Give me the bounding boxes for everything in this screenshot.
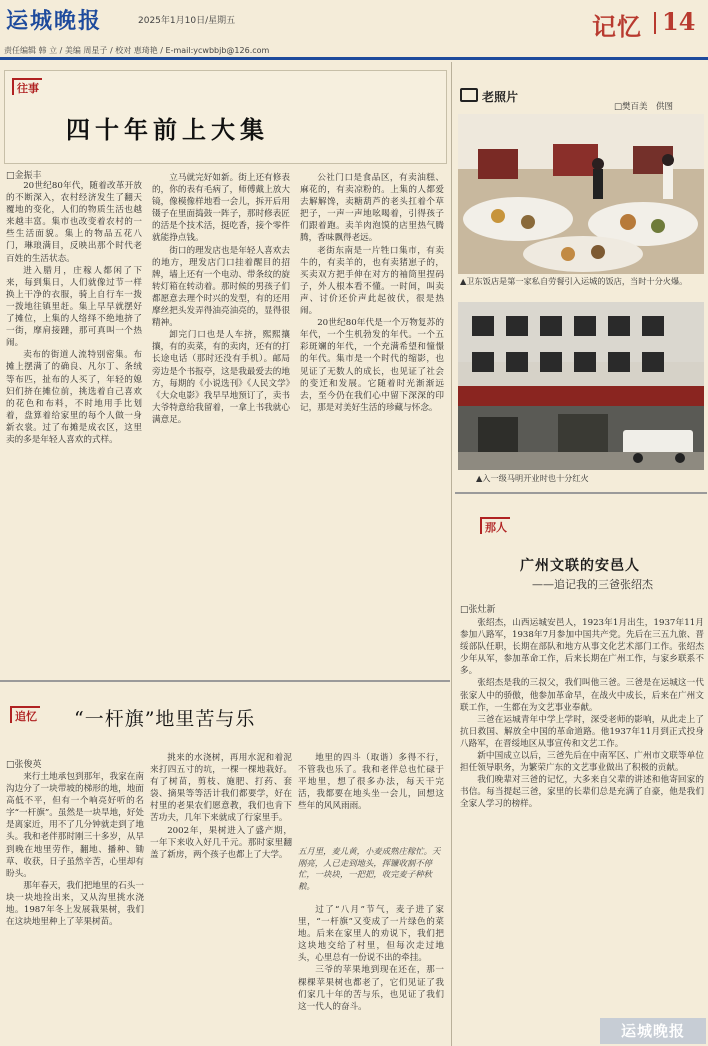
article-subtitle: ——追记我的三爸张绍杰 xyxy=(532,578,653,591)
article-column xyxy=(300,172,444,670)
column-divider xyxy=(451,62,452,1046)
photos-header: 老照片 xyxy=(460,88,518,105)
paragraph: 地里的四斗（取谐）多得不行，不管我也乐了。我和老伴总也忙碌于平地里，想了很多办法，每天干完活，我都要在地头坐一会儿，回想这些年的风风雨雨。 xyxy=(298,753,444,812)
article-column xyxy=(298,904,444,1043)
article-tag: 那人 xyxy=(480,517,510,534)
camera-icon xyxy=(460,88,478,102)
paragraph: 立马就完好如新。街上还有修表的，你的表有毛病了，师傅戴上放大镜，像模像样地看一会儿，拆开后用镊子在里面捣鼓一阵子，那时修表匠的活是个技术活，挺吃香，接个零件就能挣点钱。 xyxy=(152,173,290,244)
paragraph: 三爸在运城青年中学上学时，深受老师的影响，从此走上了抗日救国、解放全中国的革命道路。他1937年11月到正式投身八路军，在晋绥地区从事宣传和文艺工作。 xyxy=(460,714,704,749)
paragraph: 我们晚辈对三爸的记忆，大多来自父辈的讲述和他寄回家的书信。每当提起三爸，家里的长辈们总是充满了自豪，他是我们全家人学习的榜样。 xyxy=(460,775,704,810)
paragraph: 来行土地承包到那年，我家在南沟边分了一块带坡的梯形的地，地面高低不平，但有一个响亮好听的名字“一杆旗”。虽然是一块旱地，好处是离家近，用不了几分钟就走到了地头。我和老伴那时刚三十多岁，从早到晚在地里劳作，翻地、播种、锄草、收获，日子虽然辛苦，心里却有盼头。 xyxy=(6,772,144,879)
article-author: □张俊英 xyxy=(6,760,42,770)
paragraph: 卖布的街道人流特别密集。布摊上摆满了的确良、凡尔丁、条绒等布匹，扯布的人买了，年轻的媳妇们挤在摊位前，挑选着自己喜欢的花色和布料，不时地用手比划着，盘算着给家里的每个人做一身新衣裳。过了布摊是成衣区，这里卖的多是年轻人喜欢的式样。 xyxy=(6,350,142,445)
paragraph: 三爷的苹果地到现在还在，那一棵棵苹果树也都老了，它们见证了我们家几十年的苦与乐，也见证了我们这一代人的奋斗。 xyxy=(298,965,444,1012)
paragraph: 进入腊月，庄稼人都闲了下来，每到集日，人们就像过节一样换上干净的衣服，骑上自行车一拨一拨地往镇里赶。集上早早就摆好了摊位，上集的人络绎不绝地挤了一街，摩肩接踵，那可真叫一个热闹。 xyxy=(6,265,142,349)
section-rule xyxy=(0,680,450,682)
paragraph: 公社门口是食品区，有卖油糕、麻花的，有卖凉粉的。上集的人都爱去解解馋，卖糖葫芦的老头扛着个草把子，一声一声地吆喝着，引得孩子们跟着跑。卖羊肉泡馍的店里热气腾腾，香味飘得老远。 xyxy=(300,173,444,244)
article-column xyxy=(150,752,292,1043)
section-divider xyxy=(654,12,656,34)
page-number: 14 xyxy=(662,7,696,36)
article-author: □金振丰 xyxy=(6,171,42,181)
masthead-rule xyxy=(0,57,708,60)
article-title: “一杆旗”地里苦与乐 xyxy=(74,708,256,730)
photo-credit: □樊百美 供图 xyxy=(614,102,674,112)
article-column xyxy=(460,617,704,1043)
paragraph: 张绍杰，山西运城安邑人，1923年1月出生，1937年11月参加八路军，1938年7月参加中国共产党。先后在三五九旅、晋绥部队任职，长期在部队和地方从事文化艺术部门工作。张绍杰少年从军，参加革命工作，后来长期在广州工作，与家乡联系不多。 xyxy=(460,618,704,677)
article-tag: 往事 xyxy=(12,78,42,95)
paragraph: 挑来的水浇树，再用水泥和着泥来打四五寸的坑，一棵一棵地栽好。有了树苗，剪枝、施肥、打药、套袋、摘果等等活计我们都要学，好在村里的老果农们愿意教，我们也肯下苦功夫，几年下来就成了行家里手。 xyxy=(150,753,292,824)
article-column xyxy=(298,752,444,846)
article-column xyxy=(6,771,144,1043)
paragraph: 那年春天，我们把地里的石头一块一块地捡出来，又从沟里挑水浇地。1987年冬上发展栽果树，我们在这块地里种上了苹果树苗。 xyxy=(6,880,144,928)
paragraph: 过了“八月”节气，麦子进了家里，“一杆旗”又变成了一片绿色的菜地。后来在家里人的劝说下，我们把这块地交给了村里，但每次走过地头，心里总有一份说不出的牵挂。 xyxy=(298,905,444,964)
article-author: □张灶新 xyxy=(460,605,496,615)
paragraph: 新中国成立以后，三爸先后在中南军区、广州市文联等单位担任领导职务，为繁荣广东的文艺事业做出了积极的贡献。 xyxy=(460,751,704,774)
paragraph: 卸完门口也是人车挤，熙熙攘攘，有的卖菜，有的卖肉，还有的打长途电话（那时还没有手机）。邮局旁边是个书报亭，这是我最爱去的地方，每期的《小说选刊》《人民文学》《大众电影》我早早地预订了，卖书大爷特意给我留着，一拿上书我就心满意足。 xyxy=(152,330,290,425)
paragraph: 张绍杰是我的三叔父，我们叫他三爸。三爸是在运城这一代张家人中的骄傲，他参加革命早，在战火中成长，后来在广州文联工作，一生都在为文艺事业奉献。 xyxy=(460,678,704,713)
section-rule xyxy=(455,492,707,494)
article-title: 四十年前上大集 xyxy=(66,115,269,144)
paragraph: 街口的理发店也是年轻人喜欢去的地方，理发店门口挂着醒目的招牌，墙上还有一个电动、带条纹的旋转灯箱在转动着。那时候的男孩子们都愿意去理个时兴的发型，有的还用摩丝把头发弄得油亮油亮的，显得很精神。 xyxy=(152,245,290,329)
photo-caption: ▲入一级马明开业时也十分红火 xyxy=(476,473,589,483)
paragraph: 2002年，果树进入了盛产期，一年下来收入好几千元。那时家里翻盖了新房，两个孩子也都上了大学。 xyxy=(150,825,292,860)
article-column xyxy=(152,172,290,670)
issue-date: 2025年1月10日/星期五 xyxy=(138,16,236,26)
paragraph: 20世纪80年代是一个万物复苏的年代，一个生机勃发的年代。一个五彩斑斓的年代，一个充满希望和憧憬的年代。集市是一个时代的缩影，也见证了无数人的成长，也见证了社会的变迁和发展。它随着时光渐渐远去，至今仍在我们心中留下深深的印记，那是对美好生活的珍藏与怀念。 xyxy=(300,318,444,413)
storefront-photo xyxy=(458,302,704,470)
newspaper-logo: 运城晚报 xyxy=(6,8,103,34)
paragraph: 老街东南是一片牲口集市，有卖牛的，有卖羊的，也有卖猪崽子的，买卖双方把手伸在对方的袖筒里捏码子，外人根本看不懂。一时间，叫卖声、讨价还价声此起彼伏，很是热闹。 xyxy=(300,245,444,317)
article-tag: 追忆 xyxy=(10,706,40,723)
watermark-logo: 运城晚报 xyxy=(600,1018,706,1044)
paragraph: 20世纪80年代，随着改革开放的不断深入，农村经济发生了翻天覆地的变化，人们的物质生活也越来越丰富。集市也改变着农村的一些生活面貌。集上的物品五花八门，琳琅满目，反映出那个时代老百姓的生活状态。 xyxy=(6,181,142,264)
restaurant-photo xyxy=(458,114,704,274)
section-name: 记忆 xyxy=(592,12,642,41)
poem-quote: 五月里，麦儿黄，小麦成熟庄稼忙。天刚亮，人已走到地头，挥镰收割不停忙，一块块，一把把，收完麦子种秋粮。 xyxy=(298,846,441,891)
photo-caption: ▲卫东饭店是第一家私自劳餐引入运城的饭店，当时十分火爆。 xyxy=(460,276,688,286)
article-column xyxy=(6,180,142,658)
editor-credits: 责任编辑 韩 立 / 美编 周星子 / 校对 恵琦艳 / E-mail:ycwbbjb@126.com xyxy=(4,46,270,55)
article-title: 广州文联的安邑人 xyxy=(520,558,640,574)
